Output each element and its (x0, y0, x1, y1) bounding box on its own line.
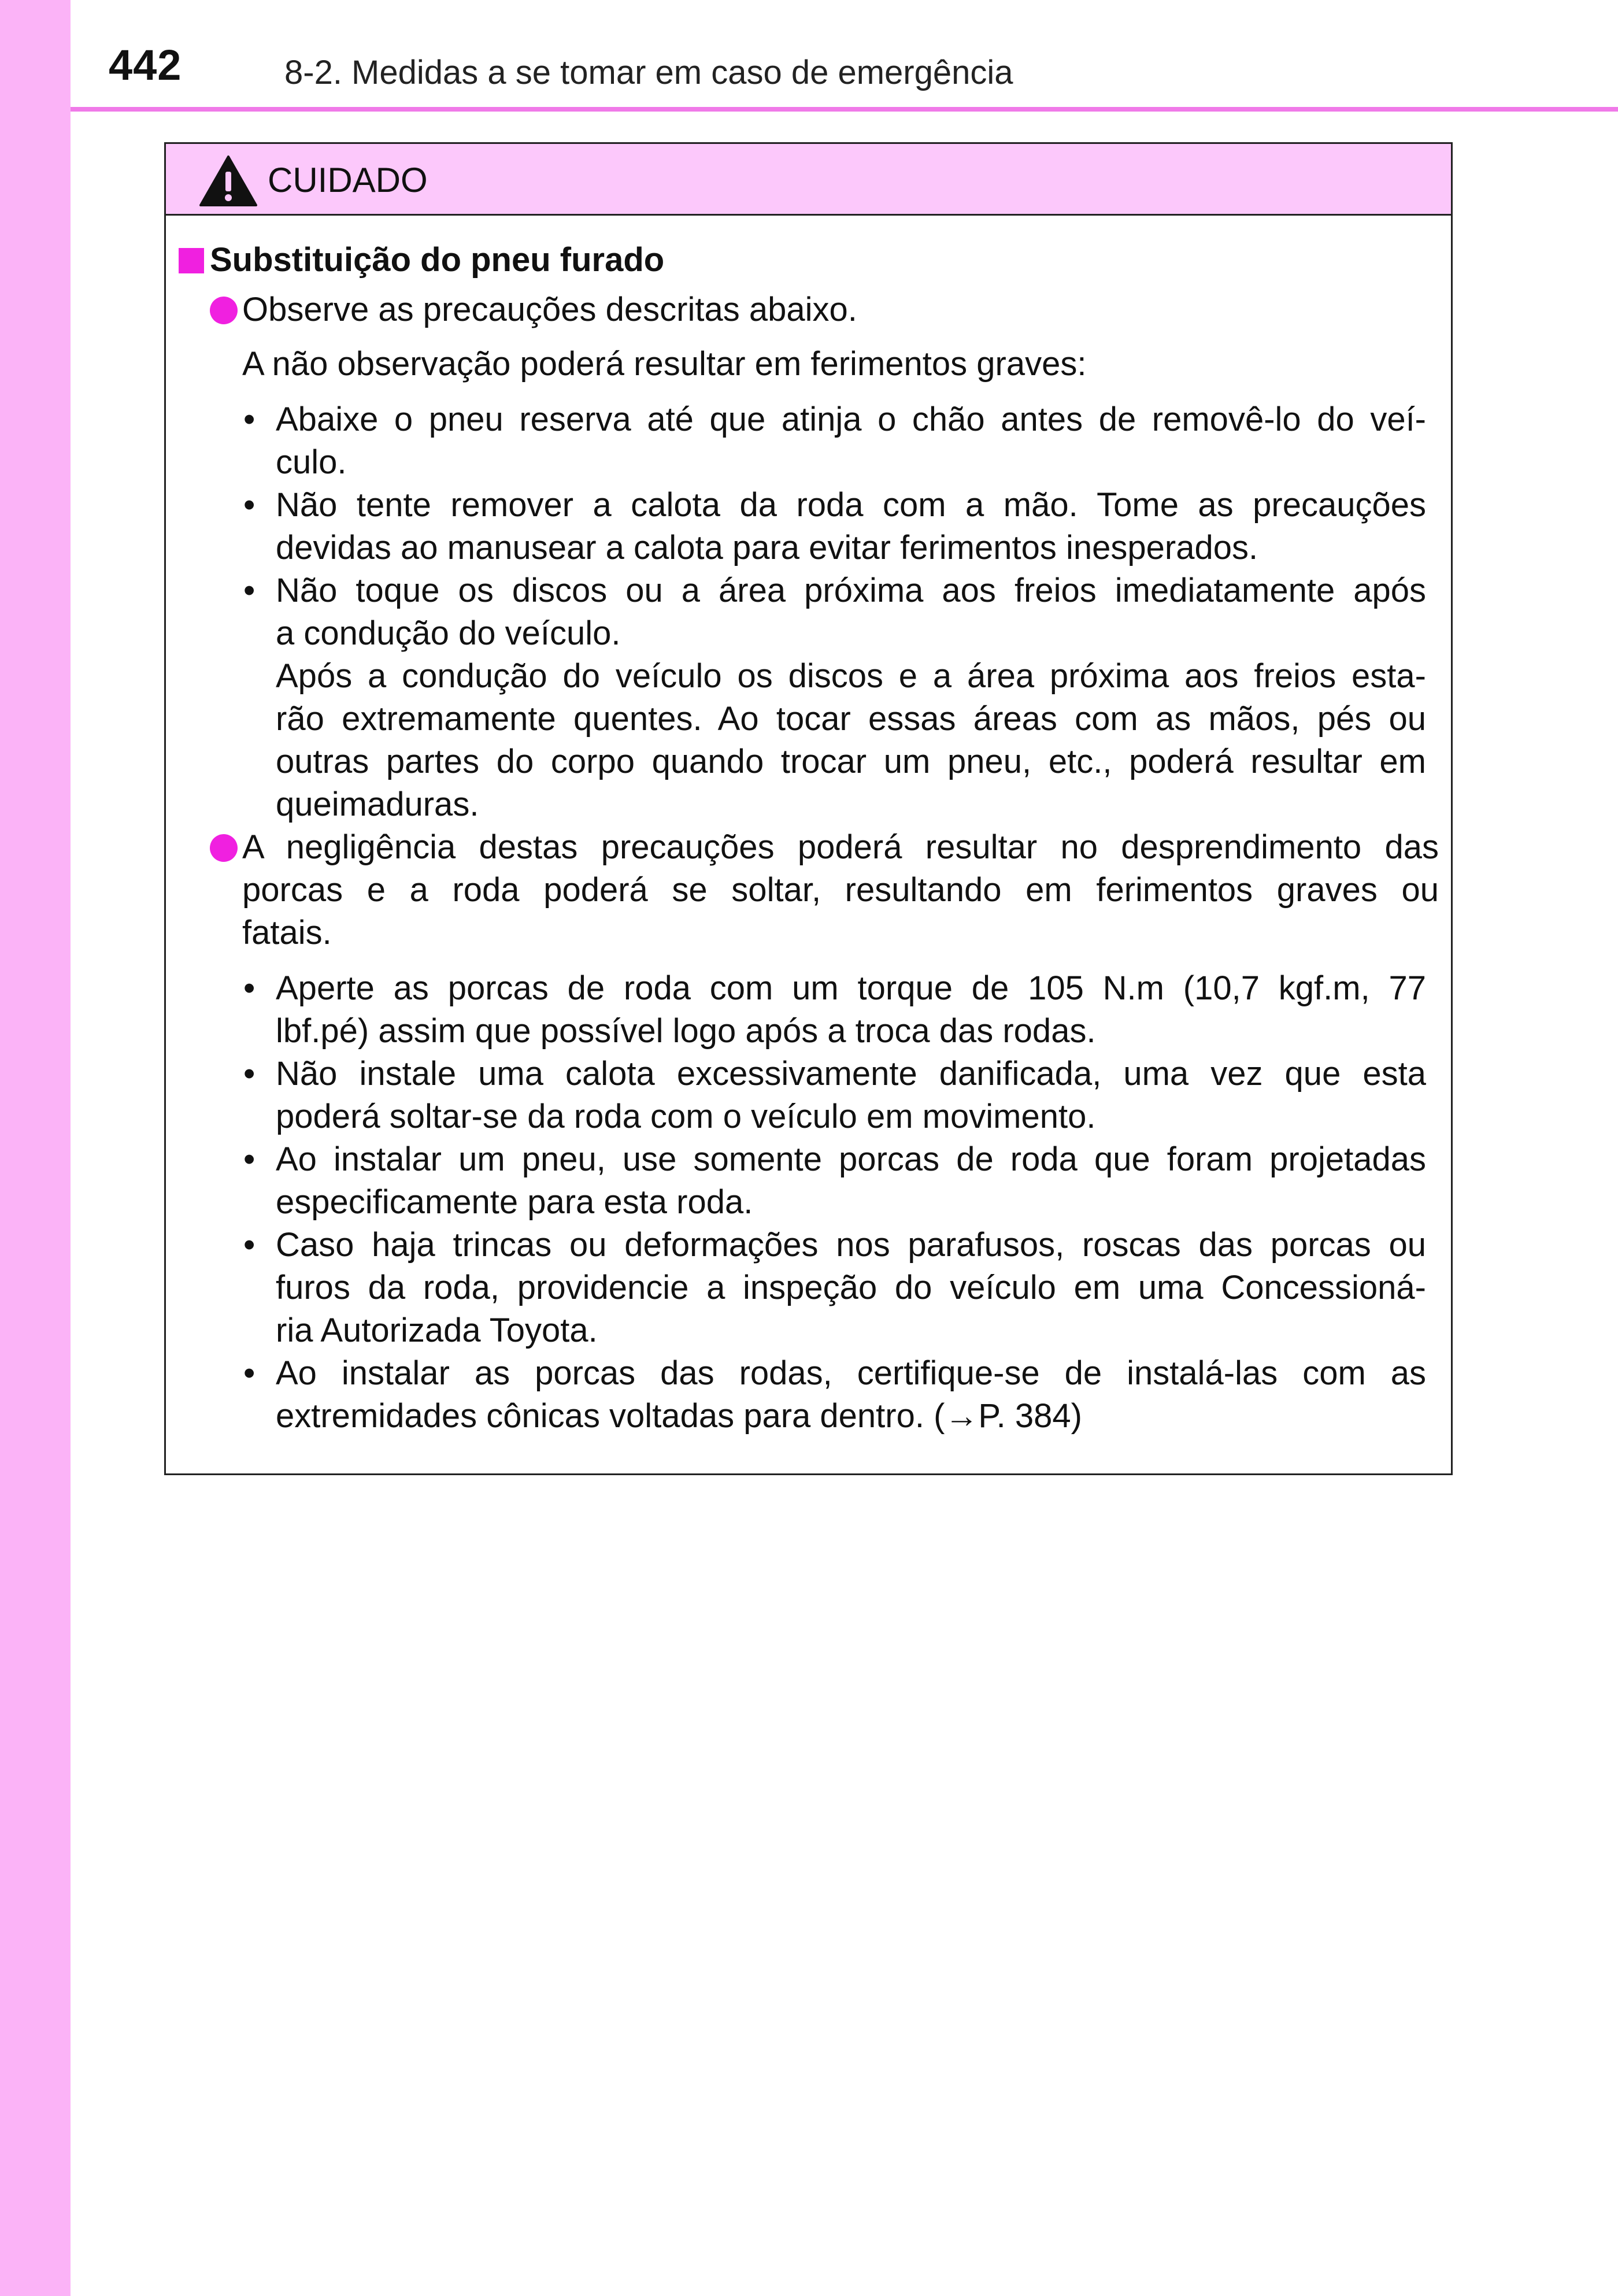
list-item-line: culo. (276, 443, 347, 481)
list-item-line: outras partes do corpo quando trocar um pneu, etc., poderá resultar em (276, 743, 1426, 780)
list-item-line: Não toque os discos ou a área próxima aos freios imediatamente após (276, 572, 1426, 609)
point-2-line: A negligência destas precauções poderá resultar no desprendimento das (242, 828, 1439, 866)
bullet-marker: • (243, 1055, 256, 1093)
list-item-line: Não instale uma calota excessivamente danificada, uma vez que esta (276, 1055, 1426, 1093)
list-item-line: Após a condução do veículo os discos e a área próxima aos freios esta- (276, 657, 1426, 695)
bullet-marker: • (243, 572, 256, 609)
point-2-line: fatais. (242, 914, 332, 951)
list-item-line: furos da roda, providencie a inspeção do veículo em uma Concessioná- (276, 1269, 1426, 1306)
list-item-line: devidas ao manusear a calota para evitar ferimentos inesperados. (276, 529, 1258, 566)
list-item-line: Abaixe o pneu reserva até que atinja o chão antes de removê-lo do veí- (276, 401, 1426, 438)
bullet-marker: • (243, 1140, 256, 1178)
point-1-line-2: A não observação poderá resultar em ferimentos graves: (242, 345, 1087, 383)
list-item-line: Ao instalar um pneu, use somente porcas de roda que foram projetadas (276, 1140, 1426, 1178)
caution-label: CUIDADO (268, 161, 428, 199)
side-color-bar (0, 0, 71, 2296)
warning-triangle-icon (198, 154, 258, 208)
bullet-marker: • (243, 401, 256, 438)
point-marker-1 (210, 297, 238, 324)
bullet-marker: • (243, 1226, 256, 1264)
heading-square-marker (179, 248, 204, 273)
header-rule (71, 107, 1618, 112)
section-title: 8-2. Medidas a se tomar em caso de emergência (284, 54, 1013, 91)
caution-header (166, 144, 1451, 216)
point-1-line-1: Observe as precauções descritas abaixo. (242, 291, 857, 328)
list-item-line: Aperte as porcas de roda com um torque de 105 N.m (10,7 kgf.m, 77 (276, 969, 1426, 1007)
list-item-line: ria Autorizada Toyota. (276, 1312, 598, 1349)
list-item-line: poderá soltar-se da roda com o veículo em movimento. (276, 1098, 1096, 1135)
page-number: 442 (109, 41, 182, 89)
list-item-line: queimaduras. (276, 786, 479, 823)
list-item-line: a condução do veículo. (276, 614, 621, 652)
bullet-marker: • (243, 969, 256, 1007)
list-item-line: Não tente remover a calota da roda com a mão. Tome as precauções (276, 486, 1426, 524)
list-item-line: Ao instalar as porcas das rodas, certifique-se de instalá-las com as (276, 1354, 1426, 1392)
list-item-line: especificamente para esta roda. (276, 1183, 753, 1221)
list-item-line: Caso haja trincas ou deformações nos parafusos, roscas das porcas ou (276, 1226, 1426, 1264)
section-heading: Substituição do pneu furado (210, 241, 665, 279)
point-marker-2 (210, 834, 238, 862)
bullet-marker: • (243, 1354, 256, 1392)
list-item-line: rão extremamente quentes. Ao tocar essas áreas com as mãos, pés ou (276, 700, 1426, 738)
bullet-marker: • (243, 486, 256, 524)
list-item-line: extremidades cônicas voltadas para dentro. (→P. 384) (276, 1397, 1082, 1435)
point-2-line: porcas e a roda poderá se soltar, resultando em ferimentos graves ou (242, 871, 1439, 909)
caution-box (164, 142, 1453, 1475)
list-item-line: lbf.pé) assim que possível logo após a troca das rodas. (276, 1012, 1096, 1050)
